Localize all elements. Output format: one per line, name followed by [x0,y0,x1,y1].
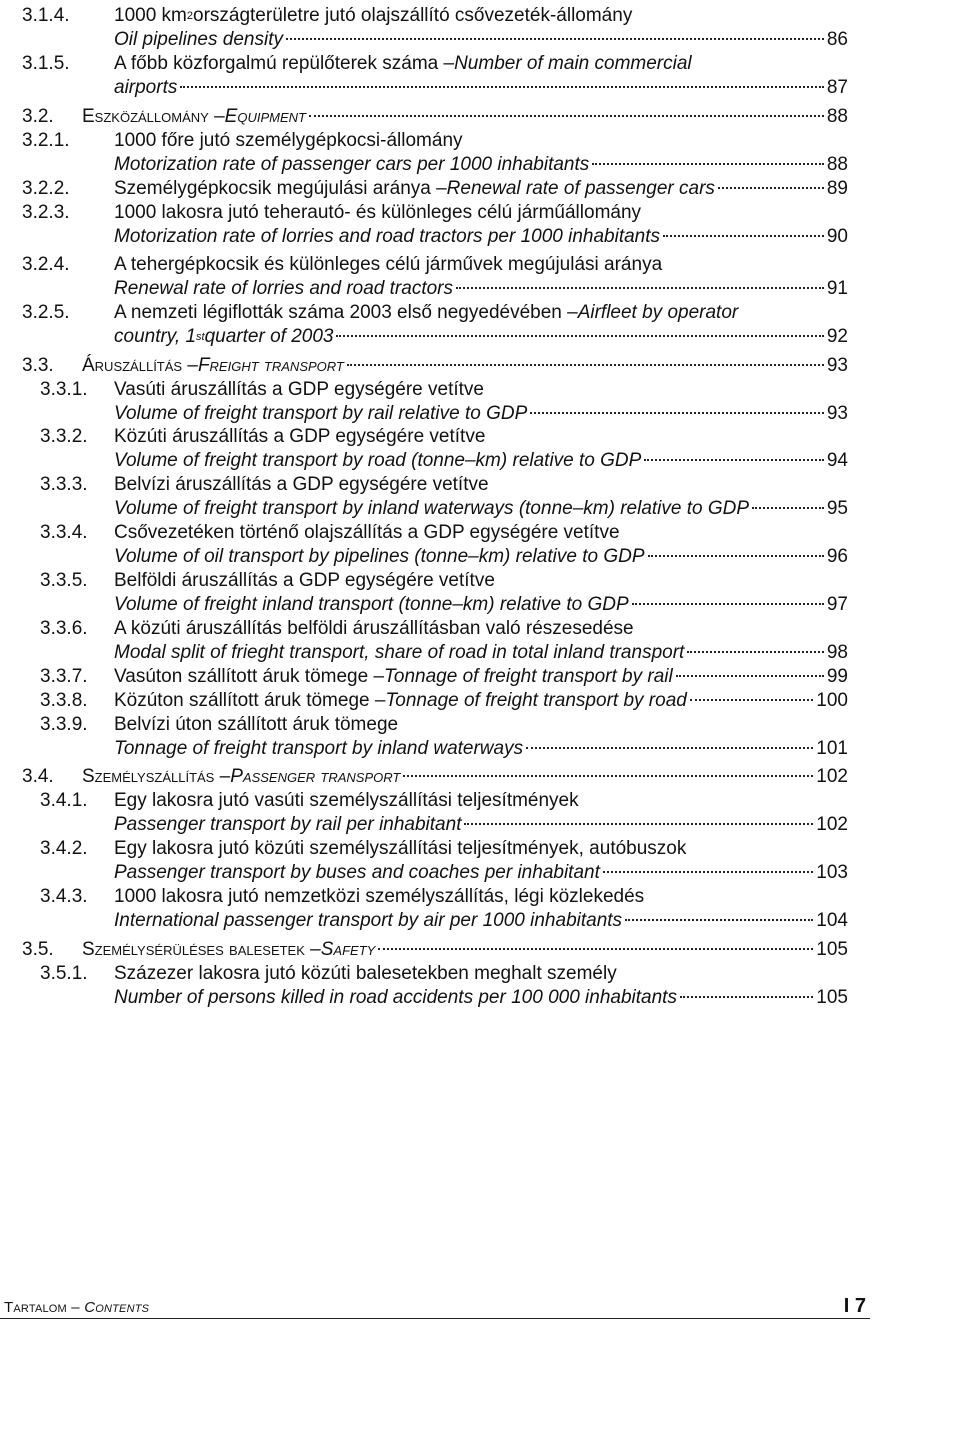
toc-entry-continuation [114,641,848,665]
toc-entry [82,765,848,789]
dot-leader [180,86,824,88]
toc-entry-continuation [114,76,848,100]
toc-entry [114,837,848,861]
page-number: 105 [816,987,848,1008]
entry-number: 3.2.3. [22,202,70,223]
toc-entry [114,425,848,449]
entry-number: 3.3.4. [40,522,88,543]
section-title-en: Passenger transport [230,766,401,787]
entry-number: 3.2.4. [22,254,70,275]
page-number: 98 [826,642,848,663]
entry-title-en: Volume of oil transport by pipelines (tonne–km) relative to GDP [114,546,645,567]
page-number: 89 [826,178,848,199]
page-number: 93 [826,355,848,376]
dot-leader [644,459,824,461]
toc-entry [114,201,848,225]
toc-entry-continuation [114,861,848,885]
footer-page-number: I 7 [843,1295,866,1317]
dot-leader [526,747,813,749]
page-number: 102 [816,814,848,835]
entry-number: 3.4.3. [40,886,88,907]
entry-title-en: country, 1 [114,326,197,347]
entry-title-hu: Csővezetéken történő olajszállítás a GDP egységére vetítve [114,522,620,543]
section-title-hu: Személyszállítás – [82,766,231,787]
section-title-hu: Áruszállítás – [82,355,198,376]
section-title-en: Safety [320,939,376,960]
dot-leader [286,38,824,40]
page-footer [0,1290,870,1319]
page-number: 94 [826,450,848,471]
entry-title-en: International passenger transport by air per 1000 inhabitants [114,910,623,931]
entry-title-hu: 1000 lakosra jutó teherautó- és különleges célú járműállomány [114,202,642,223]
toc-entry [114,617,848,641]
entry-title-hu: A közúti áruszállítás belföldi áruszállításban való részesedése [114,618,634,639]
entry-title-hu: 1000 km [114,5,187,26]
toc-entry [114,569,848,593]
toc-entry-continuation [114,986,848,1010]
entry-title-en: Oil pipelines density [114,29,283,50]
page-number: 105 [816,939,848,960]
entry-number: 3.3.6. [40,618,88,639]
dot-leader [403,775,813,777]
entry-title-hu: 1000 főre jutó személygépkocsi-állomány [114,130,463,151]
dot-leader [752,507,824,509]
entry-title-en: Volume of freight transport by inland waterways (tonne–km) relative to GDP [114,498,750,519]
page-number: 97 [826,594,848,615]
entry-title-hu: Belvízi úton szállított áruk tömege [114,714,399,735]
toc-entry-continuation: country, 1 $^{st}$ quarter of 2003 92 [114,326,848,347]
entry-title-en: Number of main commercial [454,53,692,74]
dot-leader [632,603,824,605]
entry-title-en: Passenger transport by rail per inhabitant [114,814,462,835]
dot-leader [690,699,813,701]
toc-entry [114,885,848,909]
section-title-hu: Eszközállomány – [82,106,225,127]
entry-title-en: Volume of freight inland transport (tonne–km) relative to GDP [114,594,629,615]
entry-title-en: Motorization rate of lorries and road tractors per 1000 inhabitants [114,226,661,247]
entry-title-hu: A tehergépkocsik és különleges célú járművek megújulási aránya [114,254,663,275]
dot-leader [336,335,823,337]
toc-entry-continuation [114,277,848,301]
entry-number: 3.4.2. [40,838,88,859]
toc-entry-continuation [114,545,848,569]
toc-entry [114,789,848,813]
toc-entry-continuation [114,497,848,521]
page-number: 101 [816,738,848,759]
entry-title-hu: Vasúti áruszállítás a GDP egységére vetítve [114,379,484,400]
page-number: 87 [826,77,848,98]
entry-number: 3.3.1. [40,379,88,400]
entry-number: 3.2. [22,106,54,127]
entry-number: 3.3.2. [40,426,88,447]
page-number: 96 [826,546,848,567]
toc-entry-continuation [114,449,848,473]
page-number: 92 [826,326,848,347]
toc-entry-continuation [114,813,848,837]
dot-leader [456,287,824,289]
toc-entry [114,177,848,201]
toc-entry [114,473,848,497]
dot-leader [592,163,824,165]
entry-title-hu: Egy lakosra jutó vasúti személyszállítási teljesítmények [114,790,579,811]
entry-title-hu: Belföldi áruszállítás a GDP egységére vetítve [114,570,495,591]
page-number: 103 [816,862,848,883]
toc-entry-continuation [114,28,848,52]
page-number: 86 [826,29,848,50]
entry-title-en: Volume of freight transport by rail relative to GDP [114,403,528,424]
toc-entry [114,689,848,713]
toc-entry [114,52,848,76]
entry-title-hu: A nemzeti légiflották száma 2003 első negyedévében – [114,302,578,323]
entry-title-en: Tonnage of freight transport by road [385,690,687,711]
dot-leader [309,115,824,117]
entry-title-en: Tonnage of freight transport by inland waterways [114,738,524,759]
toc-entry [114,665,848,689]
dot-leader [648,555,824,557]
entry-number: 3.1.4. [22,5,70,26]
footer-title-en: Contents [84,1299,150,1316]
dot-leader [680,996,813,998]
entry-title-hu: 1000 lakosra jutó nemzetközi személyszállítás, légi közlekedés [114,886,645,907]
page-number: 95 [826,498,848,519]
entry-title-hu-cont: országterületre jutó olajszállító csővezeték-állomány [193,5,633,26]
toc-entry [82,938,848,962]
toc-entry-continuation [114,909,848,933]
entry-number: 3.3. [22,355,54,376]
page-number: 100 [816,690,848,711]
toc-entry-continuation [114,153,848,177]
page-number: 99 [826,666,848,687]
entry-number: 3.5.1. [40,963,88,984]
entry-title-hu: A főbb közforgalmú repülőterek száma – [114,53,455,74]
toc-entry [114,253,848,277]
toc-entry-continuation [114,225,848,249]
toc-entry [114,713,848,737]
dot-leader [530,412,824,414]
toc-entry [114,521,848,545]
section-title-hu: Személysérüléses balesetek – [82,939,321,960]
entry-title-en-cont: quarter of 2003 [204,326,334,347]
toc-entry-continuation [114,402,848,426]
entry-title-en: Tonnage of freight transport by rail [384,666,673,687]
entry-number: 3.3.7. [40,666,88,687]
entry-title-hu: Belvízi áruszállítás a GDP egységére vetítve [114,474,489,495]
entry-number: 3.2.2. [22,178,70,199]
toc-entry [114,301,848,325]
entry-number: 3.4. [22,766,54,787]
entry-title-hu: Személygépkocsik megújulási aránya – [114,178,447,199]
toc-entry [114,962,848,986]
entry-number: 3.3.5. [40,570,88,591]
entry-number: 3.2.1. [22,130,70,151]
dot-leader [625,919,813,921]
section-title-en: Freight transport [197,355,344,376]
page-number: 91 [826,278,848,299]
entry-title-hu: Százezer lakosra jutó közúti balesetekben meghalt személy [114,963,617,984]
entry-number: 3.5. [22,939,54,960]
entry-title-en: Renewal rate of passenger cars [446,178,715,199]
page-number: 88 [826,106,848,127]
entry-title-en: Airfleet by operator [577,302,739,323]
toc-entry [114,129,848,153]
entry-title-hu: Közúton szállított áruk tömege – [114,690,386,711]
entry-title-hu: Vasúton szállított áruk tömege – [114,666,385,687]
section-title-en: Equipment [224,106,306,127]
entry-title-en: Volume of freight transport by road (tonne–km) relative to GDP [114,450,642,471]
footer-section-title [4,1294,149,1322]
dot-leader [464,823,813,825]
entry-number: 3.2.5. [22,302,70,323]
toc-entry-continuation [114,737,848,761]
page-number: 104 [816,910,848,931]
entry-title-en: Passenger transport by buses and coaches per inhabitant [114,862,600,883]
page-number: 102 [816,766,848,787]
toc-entry [114,378,848,402]
entry-number: 3.3.9. [40,714,88,735]
dot-leader [378,948,813,950]
dot-leader [676,675,824,677]
page-number: 90 [826,226,848,247]
dot-leader [347,364,824,366]
entry-title-en: Motorization rate of passenger cars per 1000 inhabitants [114,154,590,175]
entry-title-en: airports [114,77,178,98]
toc-entry: 1000 km $^2$ országterületre jutó olajszállító csővezeték-állomány [114,5,633,26]
dot-leader [718,187,824,189]
toc-entry-continuation [114,593,848,617]
dot-leader [603,871,813,873]
entry-title-en: Renewal rate of lorries and road tractors [114,278,453,299]
page-number: 88 [826,154,848,175]
entry-number: 3.4.1. [40,790,88,811]
entry-number: 3.3.8. [40,690,88,711]
toc-entry [82,105,848,129]
entry-title-en: Modal split of frieght transport, share of road in total inland transport [114,642,685,663]
dot-leader [663,235,824,237]
entry-title-en: Number of persons killed in road accidents per 100 000 inhabitants [114,987,677,1008]
entry-number: 3.1.5. [22,53,70,74]
footer-title-hu: Tartalom – [4,1299,85,1316]
entry-title-hu: Közúti áruszállítás a GDP egységére vetítve [114,426,486,447]
entry-number: 3.3.3. [40,474,88,495]
page-number: 93 [826,403,848,424]
dot-leader [687,651,824,653]
toc-entry [82,354,848,378]
entry-title-hu: Egy lakosra jutó közúti személyszállítási teljesítmények, autóbuszok [114,838,687,859]
